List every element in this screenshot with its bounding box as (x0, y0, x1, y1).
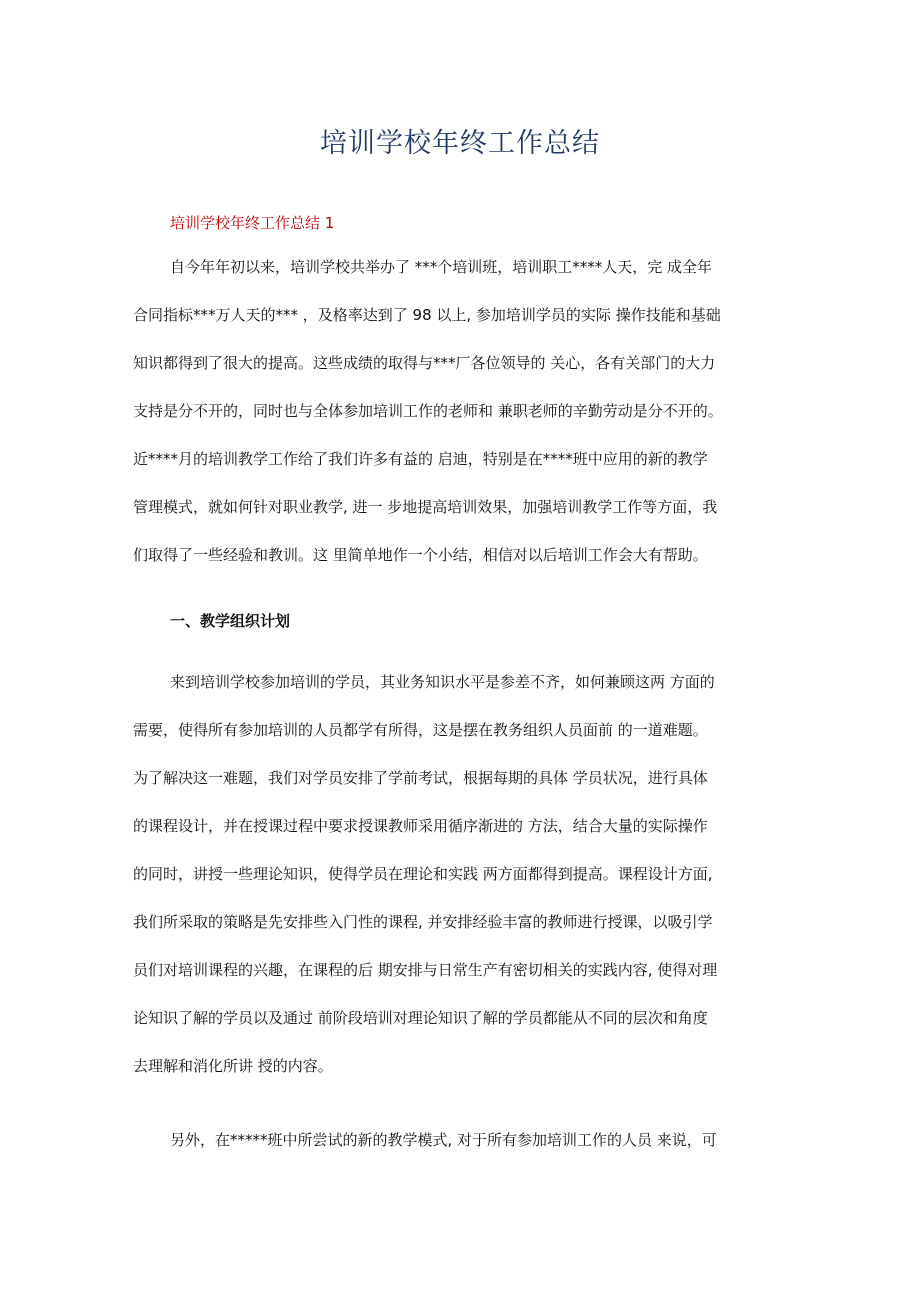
para1-line-1: 自今年年初以来，培训学校共举办了 ***个培训班，培训职工****人天，完 成全年 (170, 258, 713, 276)
para2-line-9: 去理解和消化所讲 授的内容。 (133, 1057, 333, 1075)
para1-line-3: 知识都得到了很大的提高。这些成绩的取得与***厂各位领导的 关心，各有关部门的大力 (133, 354, 716, 372)
para2-line-6: 我们所采取的策略是先安排些入门性的课程, 并安排经验丰富的教师进行授课，以吸引学 (133, 913, 713, 931)
para3-line-1: 另外，在*****班中所尝试的新的教学模式, 对于所有参加培训工作的人员 来说，可 (170, 1131, 717, 1149)
document-subtitle: 培训学校年终工作总结 1 (170, 214, 335, 232)
para2-line-1: 来到培训学校参加培训的学员，其业务知识水平是参差不齐，如何兼顾这两 方面的 (170, 673, 715, 691)
para2-line-4: 的课程设计，并在授课过程中要求授课教师采用循序渐进的 方法，结合大量的实际操作 (133, 817, 708, 835)
para1-line-5: 近****月的培训教学工作给了我们许多有益的 启迪，特别是在****班中应用的新的教学 (133, 450, 708, 468)
para2-line-7: 员们对培训课程的兴趣，在课程的后 期安排与日常生产有密切相关的实践内容, 使得对理 (133, 961, 718, 979)
para2-line-5: 的同时，讲授一些理论知识，使得学员在理论和实践 两方面都得到提高。课程设计方面, (133, 865, 713, 883)
para1-line-4: 支持是分不开的，同时也与全体参加培训工作的老师和 兼职老师的辛勤劳动是分不开的。 (133, 402, 723, 420)
para2-line-3: 为了解决这一难题，我们对学员安排了学前考试，根据每期的具体 学员状况，进行具体 (133, 769, 708, 787)
para1-line-7: 们取得了一些经验和教训。这 里简单地作一个小结，相信对以后培训工作会大有帮助。 (133, 546, 708, 564)
para2-line-8: 论知识了解的学员以及通过 前阶段培训对理论知识了解的学员都能从不同的层次和角度 (133, 1009, 708, 1027)
section-heading: 一、教学组织计划 (170, 612, 291, 630)
para1-line-2: 合同指标***万人天的*** ，及格率达到了 98 以上, 参加培训学员的实际 操作技能和基础 (133, 306, 721, 324)
para2-line-2: 需要，使得所有参加培训的人员都学有所得，这是摆在教务组织人员面前 的一道难题。 (133, 721, 708, 739)
para1-line-6: 管理模式，就如何针对职业教学, 进一 步地提高培训效果，加强培训教学工作等方面，我 (133, 498, 718, 516)
document-title: 培训学校年终工作总结 (320, 128, 600, 159)
